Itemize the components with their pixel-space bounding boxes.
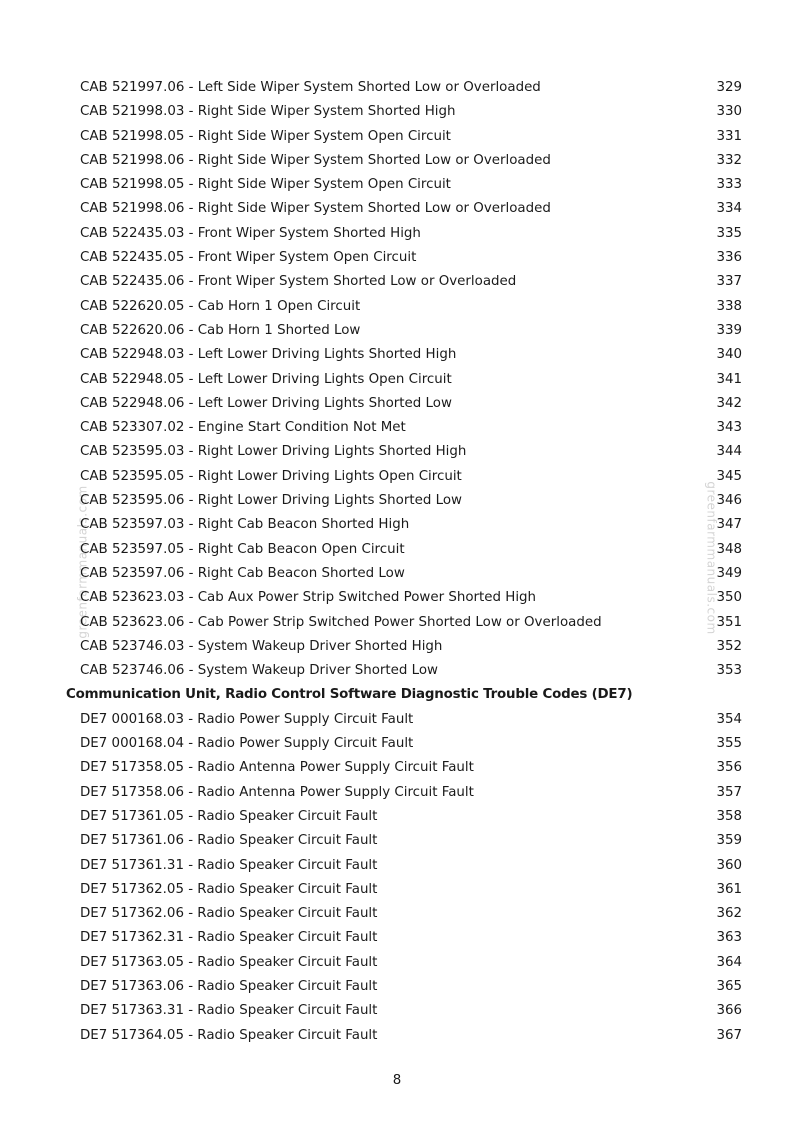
toc-entry-label: CAB 521998.06 - Right Side Wiper System Shorted Low or Overloaded <box>80 152 551 168</box>
toc-entry-label: CAB 523597.05 - Right Cab Beacon Open Circuit <box>80 541 405 557</box>
toc-entry[interactable] <box>66 173 746 197</box>
toc-entry-page-number: 358 <box>716 808 742 824</box>
toc-entry-label: CAB 521998.06 - Right Side Wiper System Shorted Low or Overloaded <box>80 201 551 217</box>
toc-entry[interactable] <box>66 1024 746 1048</box>
toc-entry-page-number: 356 <box>716 760 742 776</box>
toc-section-heading <box>66 683 746 707</box>
toc-entry-page-number: 341 <box>716 371 742 387</box>
toc-entry-label: DE7 517361.05 - Radio Speaker Circuit Fault <box>80 808 378 824</box>
toc-entry-page-number: 347 <box>716 517 742 533</box>
toc-entry-page-number: 348 <box>716 541 742 557</box>
toc-entry-label: DE7 517358.05 - Radio Antenna Power Supply Circuit Fault <box>80 760 474 776</box>
toc-entry-page-number: 346 <box>716 493 742 509</box>
toc-entry[interactable] <box>66 343 746 367</box>
toc-entry-page-number: 364 <box>716 954 742 970</box>
toc-entry[interactable] <box>66 319 746 343</box>
toc-entry[interactable] <box>66 659 746 683</box>
toc-entry-label: CAB 522620.06 - Cab Horn 1 Shorted Low <box>80 322 361 338</box>
toc-entry[interactable] <box>66 805 746 829</box>
toc-entry[interactable] <box>66 781 746 805</box>
toc-entry[interactable] <box>66 149 746 173</box>
toc-entry[interactable] <box>66 708 746 732</box>
toc-entry-label: DE7 517358.06 - Radio Antenna Power Supply Circuit Fault <box>80 784 474 800</box>
toc-entry-label: DE7 517362.05 - Radio Speaker Circuit Fault <box>80 881 378 897</box>
toc-entry-page-number: 332 <box>716 152 742 168</box>
toc-entry-page-number: 351 <box>716 614 742 630</box>
toc-entry[interactable] <box>66 902 746 926</box>
toc-entry[interactable] <box>66 829 746 853</box>
toc-entry[interactable] <box>66 270 746 294</box>
page-number: 8 <box>392 1073 402 1088</box>
toc-entry[interactable] <box>66 392 746 416</box>
toc-entry-page-number: 366 <box>716 1003 742 1019</box>
toc-entry[interactable] <box>66 635 746 659</box>
toc-entry[interactable] <box>66 999 746 1023</box>
toc-entry-label: CAB 523307.02 - Engine Start Condition Not Met <box>80 420 406 436</box>
toc-entry-label: CAB 522620.05 - Cab Horn 1 Open Circuit <box>80 298 361 314</box>
toc-entry-page-number: 342 <box>716 395 742 411</box>
toc-entry-page-number: 360 <box>716 857 742 873</box>
toc-entry-label: CAB 522435.03 - Front Wiper System Shorted High <box>80 225 421 241</box>
toc-entry-page-number: 345 <box>716 468 742 484</box>
toc-entry[interactable] <box>66 368 746 392</box>
toc-entry[interactable] <box>66 125 746 149</box>
toc-entry[interactable] <box>66 465 746 489</box>
toc-entry-page-number: 359 <box>716 833 742 849</box>
toc-entry-page-number: 357 <box>716 784 742 800</box>
toc-entry-page-number: 361 <box>716 881 742 897</box>
toc-entry-page-number: 337 <box>716 274 742 290</box>
toc-entry[interactable] <box>66 489 746 513</box>
toc-entry-label: DE7 517363.06 - Radio Speaker Circuit Fault <box>80 978 378 994</box>
toc-entry[interactable] <box>66 975 746 999</box>
toc-entry-label: CAB 522948.05 - Left Lower Driving Lights Open Circuit <box>80 371 452 387</box>
toc-entry[interactable] <box>66 295 746 319</box>
toc-entry-label: CAB 523746.06 - System Wakeup Driver Shorted Low <box>80 663 439 679</box>
toc-entry-label: CAB 523623.03 - Cab Aux Power Strip Switched Power Shorted High <box>80 590 537 606</box>
toc-entry-page-number: 367 <box>716 1027 742 1043</box>
toc-entry-page-number: 344 <box>716 444 742 460</box>
toc-entry-label: CAB 523595.05 - Right Lower Driving Lights Open Circuit <box>80 468 462 484</box>
toc-entry-page-number: 354 <box>716 711 742 727</box>
toc-entry[interactable] <box>66 926 746 950</box>
toc-entry-label: CAB 522435.06 - Front Wiper System Shorted Low or Overloaded <box>80 274 517 290</box>
toc-entry-label: CAB 521997.06 - Left Side Wiper System Shorted Low or Overloaded <box>80 80 541 95</box>
toc-entry-label: CAB 523597.06 - Right Cab Beacon Shorted Low <box>80 565 405 581</box>
toc-entry-page-number: 343 <box>716 420 742 436</box>
toc-entry[interactable] <box>66 854 746 878</box>
toc-entry[interactable] <box>66 562 746 586</box>
toc-entry-label: DE7 000168.04 - Radio Power Supply Circuit Fault <box>80 736 414 752</box>
toc-entry[interactable] <box>66 246 746 270</box>
toc-entry-label: DE7 517362.06 - Radio Speaker Circuit Fault <box>80 906 378 922</box>
toc-entry-label: CAB 521998.03 - Right Side Wiper System Shorted High <box>80 104 456 120</box>
toc-entry-page-number: 335 <box>716 225 742 241</box>
toc-entry-page-number: 365 <box>716 978 742 994</box>
toc-entry-label: CAB 522948.06 - Left Lower Driving Lights Shorted Low <box>80 395 452 411</box>
toc-heading-label: Communication Unit, Radio Control Software Diagnostic Trouble Codes (DE7) <box>66 687 633 703</box>
toc-entry-label: CAB 522948.03 - Left Lower Driving Lights Shorted High <box>80 347 457 363</box>
toc-entry-label: DE7 517361.06 - Radio Speaker Circuit Fault <box>80 833 378 849</box>
toc-entry[interactable] <box>66 222 746 246</box>
toc-entry[interactable] <box>66 611 746 635</box>
toc-entry-page-number: 339 <box>716 322 742 338</box>
toc-entry-label: DE7 517364.05 - Radio Speaker Circuit Fault <box>80 1027 378 1043</box>
toc-entry[interactable] <box>66 100 746 124</box>
toc-entry-label: CAB 522435.05 - Front Wiper System Open Circuit <box>80 250 417 266</box>
toc-entry[interactable] <box>66 416 746 440</box>
toc-entry[interactable] <box>66 440 746 464</box>
toc-entry-page-number: 329 <box>716 80 742 95</box>
toc-entry[interactable] <box>66 878 746 902</box>
toc-entry-label: DE7 517363.31 - Radio Speaker Circuit Fault <box>80 1003 378 1019</box>
toc-entry-label: CAB 521998.05 - Right Side Wiper System Open Circuit <box>80 177 451 193</box>
toc-entry-label: CAB 523595.06 - Right Lower Driving Lights Shorted Low <box>80 493 462 509</box>
toc-entry-label: DE7 517363.05 - Radio Speaker Circuit Fault <box>80 954 378 970</box>
table-of-contents <box>66 76 746 1048</box>
toc-entry-page-number: 350 <box>716 590 742 606</box>
toc-entry[interactable] <box>66 951 746 975</box>
toc-entry-label: CAB 523595.03 - Right Lower Driving Lights Shorted High <box>80 444 467 460</box>
toc-entry-label: DE7 517362.31 - Radio Speaker Circuit Fault <box>80 930 378 946</box>
watermark-right: greenfarmmanuals.com <box>704 481 719 635</box>
toc-entry-page-number: 349 <box>716 565 742 581</box>
toc-entry-page-number: 334 <box>716 201 742 217</box>
toc-entry-page-number: 338 <box>716 298 742 314</box>
toc-entry[interactable] <box>66 513 746 537</box>
toc-entry-page-number: 363 <box>716 930 742 946</box>
toc-entry-page-number: 353 <box>716 663 742 679</box>
toc-entry-page-number: 336 <box>716 250 742 266</box>
toc-entry[interactable] <box>66 756 746 780</box>
toc-entry[interactable] <box>66 586 746 610</box>
toc-entry[interactable] <box>66 538 746 562</box>
toc-entry-page-number: 362 <box>716 906 742 922</box>
toc-entry-label: CAB 523746.03 - System Wakeup Driver Shorted High <box>80 638 443 654</box>
toc-entry[interactable] <box>66 732 746 756</box>
toc-entry-label: DE7 000168.03 - Radio Power Supply Circuit Fault <box>80 711 414 727</box>
toc-entry-page-number: 331 <box>716 128 742 144</box>
toc-entry[interactable] <box>66 76 746 100</box>
toc-entry-label: CAB 521998.05 - Right Side Wiper System Open Circuit <box>80 128 451 144</box>
toc-entry-page-number: 352 <box>716 638 742 654</box>
toc-entry-label: DE7 517361.31 - Radio Speaker Circuit Fault <box>80 857 378 873</box>
toc-entry[interactable] <box>66 197 746 221</box>
toc-entry-label: CAB 523597.03 - Right Cab Beacon Shorted High <box>80 517 410 533</box>
toc-entry-page-number: 330 <box>716 104 742 120</box>
toc-entry-label: CAB 523623.06 - Cab Power Strip Switched Power Shorted Low or Overloaded <box>80 614 602 630</box>
toc-entry-page-number: 340 <box>716 347 742 363</box>
watermark-left: greenfarmmanuals.com <box>75 485 90 639</box>
toc-entry-page-number: 333 <box>716 177 742 193</box>
toc-entry-page-number: 355 <box>716 736 742 752</box>
